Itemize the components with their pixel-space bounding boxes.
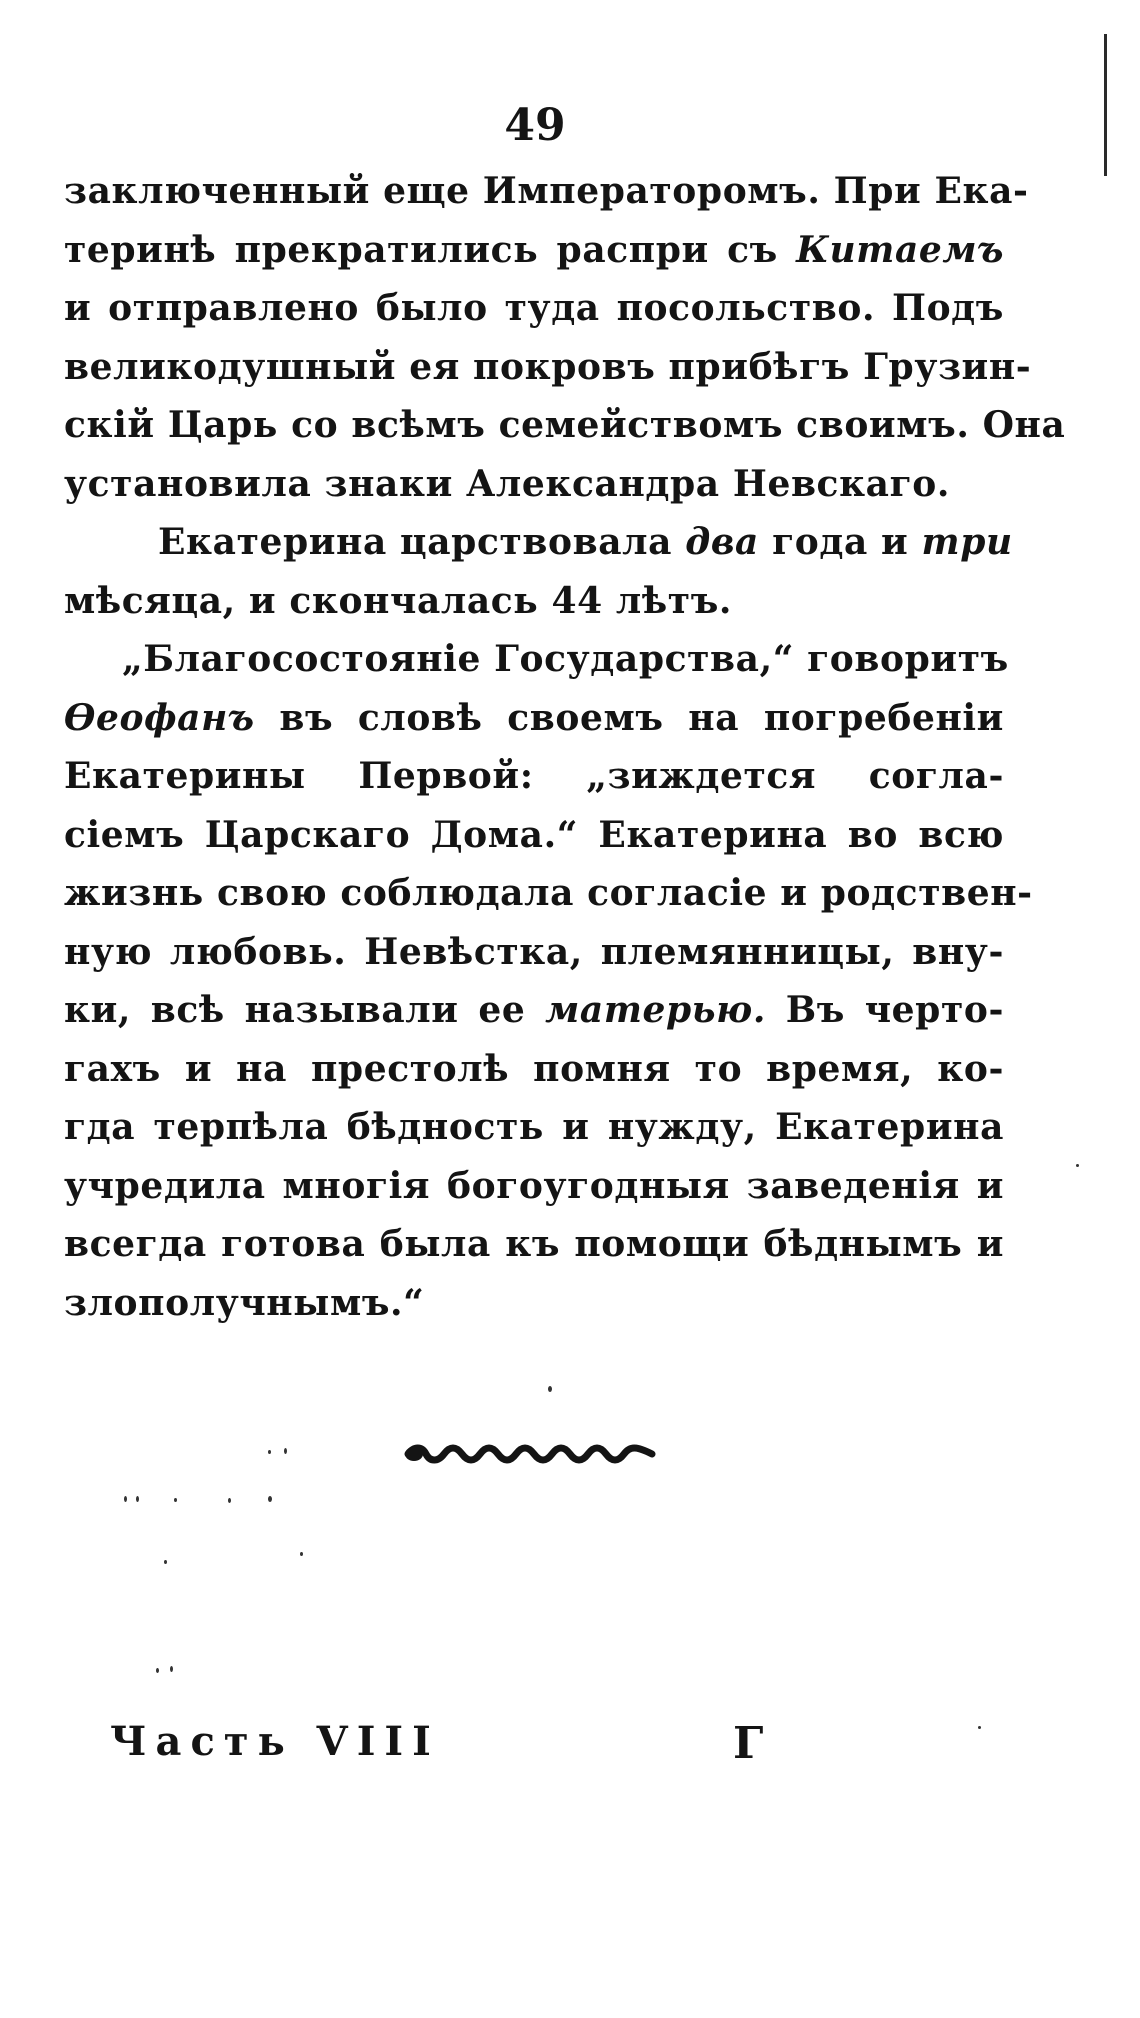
text-line-3: и отправлено было туда посольство. Подъ: [64, 287, 1004, 329]
scan-speck: [164, 1560, 167, 1564]
page-number: 49: [504, 100, 566, 151]
paragraph-3-line-12: злополучнымъ.“: [64, 1281, 425, 1324]
scan-speck: [978, 1726, 981, 1729]
margin-rule: [1104, 34, 1107, 176]
paragraph-3-line-10: учредила многія богоугодныя заведенія и: [64, 1164, 1004, 1207]
text-line-6: установила знаки Александра Невскаго.: [64, 462, 951, 505]
text-line-5: скій Царь со всѣмъ семействомъ своимъ. Она: [64, 404, 1066, 446]
paragraph-3-line-7: [64, 981, 1004, 1040]
paragraph-3-line-1: „Благосостояніе Государства,“ говоритъ: [122, 638, 1009, 680]
paragraph-3-line-11: всегда готова была къ помощи бѣднымъ и: [64, 1223, 1004, 1265]
scan-speck: [156, 1668, 159, 1673]
scan-speck: [300, 1552, 303, 1556]
scan-speck: [170, 1666, 173, 1672]
para2-text-a: Екатерина царствовала: [158, 521, 686, 563]
scan-speck: [268, 1450, 271, 1454]
paragraph-3-line-8: гахъ и на престолѣ помня то время, ко-: [64, 1047, 1004, 1090]
para2-text-c: года и: [759, 521, 922, 563]
end-ornament-icon: [404, 1440, 656, 1468]
para2-italic-tri: три: [921, 521, 1013, 563]
paragraph-3-line-5: жизнь свою соблюдала согласіе и родствен-: [64, 872, 1033, 914]
scan-speck: [174, 1498, 177, 1502]
scan-speck: [284, 1448, 287, 1454]
scan-speck: [1076, 1164, 1079, 1167]
text-line-2-italic: Китаемъ: [796, 228, 1004, 271]
para3-italic-feofan: Ѳеофанъ: [64, 696, 255, 739]
paragraph-3-line-3: Екатерины Первой: „зиждется согла-: [64, 755, 1004, 797]
paragraph-3-line-6: ную любовь. Невѣстка, племянницы, вну-: [64, 930, 1004, 973]
para3-italic-materyu: матерью.: [545, 989, 766, 1031]
scan-speck: [124, 1496, 127, 1502]
scan-speck: [228, 1498, 231, 1503]
scan-speck: [548, 1386, 552, 1392]
para3-line2-rest: въ словѣ своемъ на погребеніи: [254, 696, 1004, 739]
paragraph-2-line-2: мѣсяца, и скончалась 44 лѣтъ.: [64, 579, 733, 622]
text-line-1: заключенный еще Императоромъ. При Ека-: [64, 170, 1029, 212]
para3-line7-c: Въ черто-: [765, 989, 1004, 1031]
scan-speck: [268, 1496, 272, 1502]
paragraph-3-line-2: [64, 689, 1004, 748]
para3-line7-a: ки, всѣ называли ее: [64, 989, 546, 1031]
text-line-4: великодушный ея покровъ прибѣгъ Грузин-: [64, 345, 1032, 388]
paragraph-3-line-9: гда терпѣла бѣдность и нужду, Екатерина: [64, 1106, 1004, 1148]
paragraph-2-line-1: [64, 513, 1013, 572]
signature-mark: Часть VIII: [110, 1718, 440, 1765]
body-text: [64, 162, 1066, 1332]
text-line-2-roman: теринѣ прекратились распри съ: [64, 228, 797, 271]
scan-speck: [136, 1496, 139, 1502]
gathering-letter: Г: [733, 1718, 764, 1769]
paragraph-3-line-4: сіемъ Царскаго Дома.“ Екатерина во всю: [64, 813, 1004, 856]
text-line-2: [64, 221, 1004, 280]
para2-italic-dva: два: [685, 521, 759, 563]
